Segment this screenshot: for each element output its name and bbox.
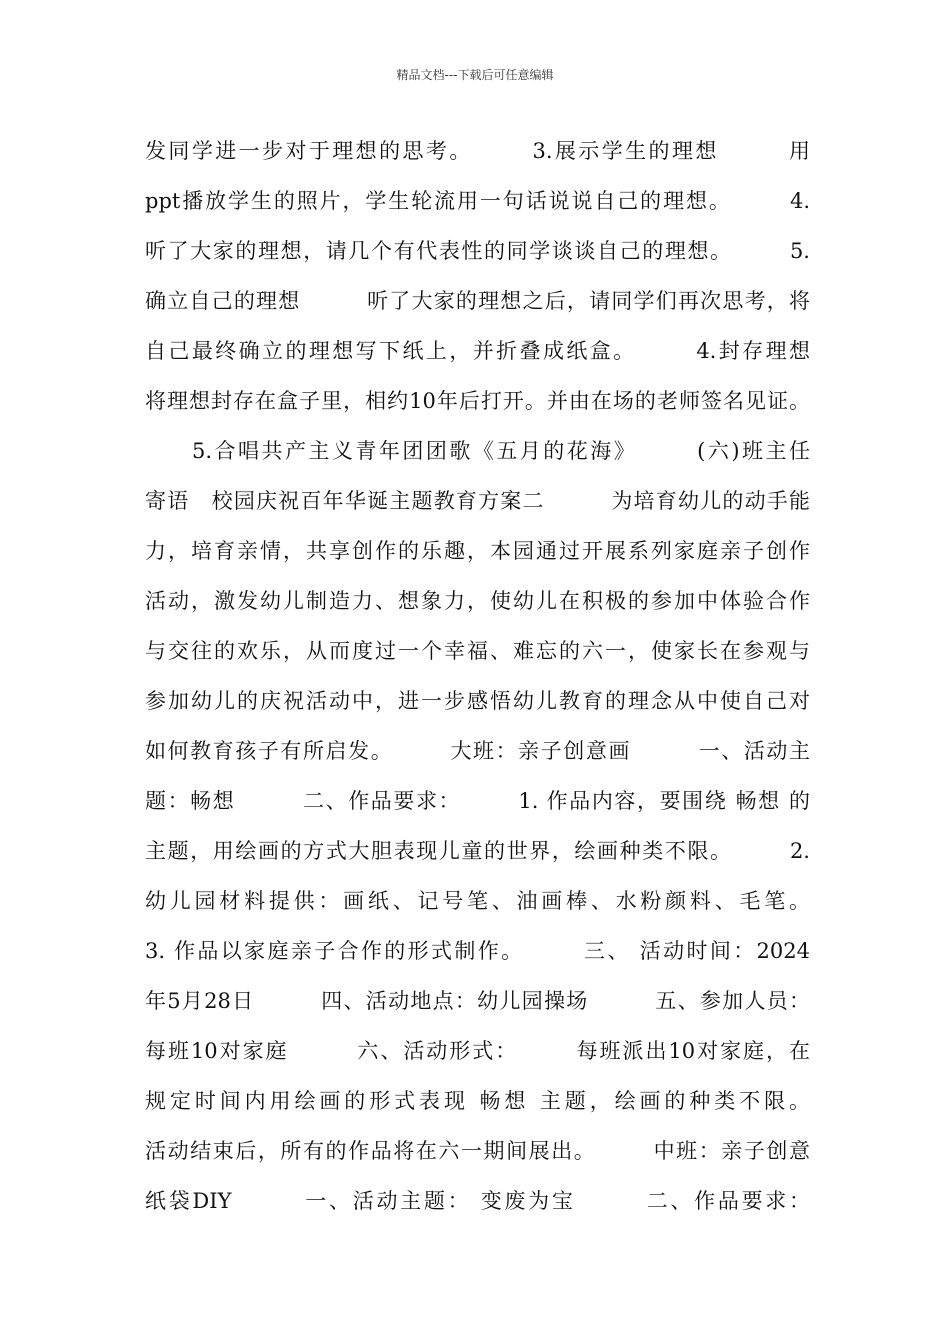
text-line: 3. 作品以家庭亲子合作的形式制作。 三、 活动时间：2024 — [145, 939, 810, 963]
text-line: 听了大家的理想，请几个有代表性的同学谈谈自己的理想。 5. — [145, 239, 810, 263]
text-line: 力，培育亲情，共享创作的乐趣，本园通过开展系列家庭亲子创作 — [145, 539, 810, 563]
text-line: 年5月28日 四、活动地点：幼儿园操场 五、参加人员： — [145, 989, 810, 1013]
text-line: 主题，用绘画的方式大胆表现儿童的世界，绘画种类不限。 2. — [145, 839, 810, 863]
text-line: 题：畅想 二、作品要求： 1. 作品内容，要围绕 畅想 的 — [145, 789, 810, 813]
text-line: ppt播放学生的照片，学生轮流用一句话说说自己的理想。 4. — [145, 189, 810, 213]
text-line: 如何教育孩子有所启发。 大班：亲子创意画 一、活动主 — [145, 739, 810, 763]
text-line: 幼儿园材料提供：画纸、记号笔、油画棒、水粉颜料、毛笔。 — [145, 889, 810, 913]
text-line: 寄语 校园庆祝百年华诞主题教育方案二 为培育幼儿的动手能 — [145, 489, 810, 513]
text-line: 活动，激发幼儿制造力、想象力，使幼儿在积极的参加中体验合作 — [145, 589, 810, 613]
text-line: 自己最终确立的理想写下纸上，并折叠成纸盒。 4.封存理想 — [145, 339, 810, 363]
text-line: 参加幼儿的庆祝活动中，进一步感悟幼儿教育的理念从中使自己对 — [145, 689, 810, 713]
document-body — [145, 128, 810, 1228]
text-line: 5.合唱共产主义青年团团歌《五月的花海》 (六)班主任 — [145, 439, 810, 463]
text-line: 纸袋DIY 一、活动主题： 变废为宝 二、作品要求： — [145, 1189, 810, 1213]
text-line: 与交往的欢乐，从而度过一个幸福、难忘的六一，使家长在参观与 — [145, 639, 810, 663]
page-header: 精品文档---下载后可任意编辑 — [396, 68, 554, 82]
text-line: 规定时间内用绘画的形式表现 畅想 主题，绘画的种类不限。 — [145, 1089, 810, 1113]
text-line: 将理想封存在盒子里，相约10年后打开。并由在场的老师签名见证。 — [145, 389, 810, 413]
text-line: 活动结束后，所有的作品将在六一期间展出。 中班：亲子创意 — [145, 1139, 810, 1163]
text-line: 发同学进一步对于理想的思考。 3.展示学生的理想 用 — [145, 139, 810, 163]
text-line: 每班10对家庭 六、活动形式： 每班派出10对家庭，在 — [145, 1039, 810, 1063]
text-line: 确立自己的理想 听了大家的理想之后，请同学们再次思考，将 — [145, 289, 810, 313]
